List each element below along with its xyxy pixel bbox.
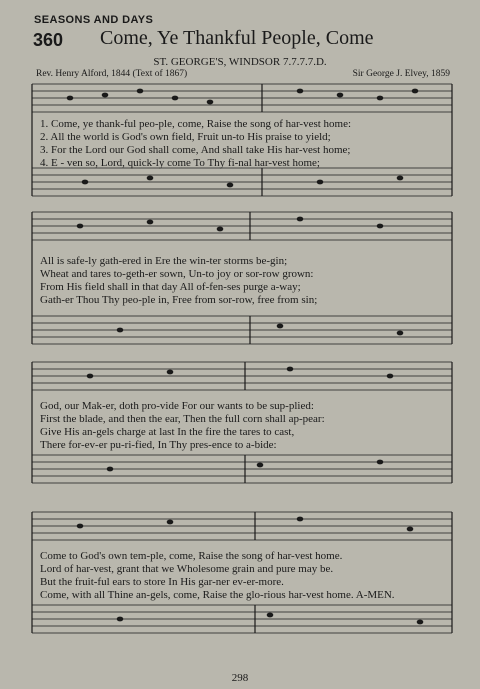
verse-1-line-1: 1. Come, ye thank-ful peo-ple, come, Raise the song of har-vest home: [40, 118, 352, 130]
verse-1-line-3: God, our Mak-er, doth pro-vide For our wants to be sup-plied: [40, 400, 314, 412]
tune-name: ST. GEORGE'S, WINDSOR 7.7.7.7.D. [153, 56, 327, 68]
verse-4-line-4: Come, with all Thine an-gels, come, Raise the glo-rious har-vest home. A-MEN. [40, 589, 395, 601]
verse-2-line-2: Wheat and tares to-geth-er sown, Un-to joy or sor-row grown: [40, 268, 314, 280]
verse-3-line-2: From His field shall in that day All of-fen-ses purge a-way; [40, 281, 301, 293]
verse-2-line-4: Lord of har-vest, grant that we Wholesome grain and pure may be. [40, 563, 334, 575]
page-number: 298 [231, 672, 249, 684]
verse-4-line-2: Gath-er Thou Thy peo-ple in, Free from sor-row, free from sin; [40, 294, 318, 306]
verse-4-line-1: 4. E - ven so, Lord, quick-ly come To Thy fi-nal har-vest home; [40, 157, 320, 169]
verse-3-line-1: 3. For the Lord our God shall come, And shall take His har-vest home; [40, 144, 351, 156]
hymn-title: Come, Ye Thankful People, Come [100, 27, 374, 49]
verse-1-line-4: Come to God's own tem-ple, come, Raise the song of har-vest home. [40, 550, 343, 562]
words-credit: Rev. Henry Alford, 1844 (Text of 1867) [36, 69, 188, 79]
verse-4-line-3: There for-ev-er pu-ri-fied, In Thy pres-ence to a-bide: [40, 439, 277, 451]
hymn-number: 360 [33, 30, 64, 50]
verse-2-line-1: 2. All the world is God's own field, Fruit un-to His praise to yield; [40, 131, 331, 143]
verse-3-line-3: Give His an-gels charge at last In the fire the tares to cast, [40, 426, 295, 438]
verse-3-line-4: But the fruit-ful ears to store In His gar-ner ev-er-more. [40, 576, 284, 588]
section-heading: SEASONS AND DAYS [34, 14, 154, 26]
music-credit: Sir George J. Elvey, 1859 [352, 69, 450, 79]
verse-2-line-3: First the blade, and then the ear, Then the full corn shall ap-pear: [40, 413, 325, 425]
verse-1-line-2: All is safe-ly gath-ered in Ere the win-ter storms be-gin; [40, 255, 288, 267]
